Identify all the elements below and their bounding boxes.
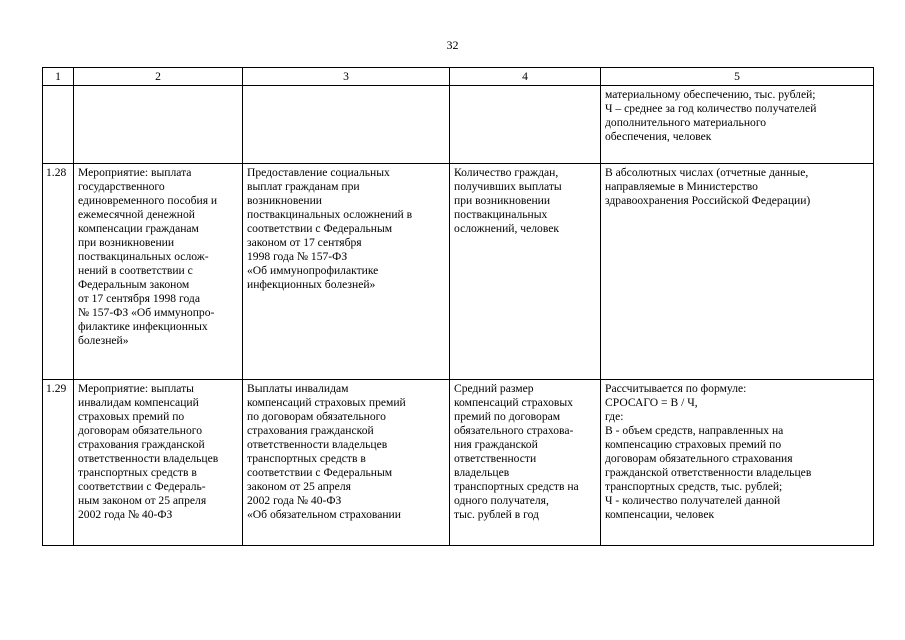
table-header-row: [43, 68, 874, 86]
event-cell: [74, 86, 243, 164]
column-header: 1: [43, 68, 74, 86]
row-number: 1.29: [43, 380, 74, 546]
column-header: 2: [74, 68, 243, 86]
table-row: [43, 86, 874, 164]
row-number: [43, 86, 74, 164]
description-cell: [243, 86, 450, 164]
page-number: 32: [446, 38, 459, 52]
column-header: 4: [450, 68, 601, 86]
indicator-cell: Средний размер компенсаций страховых премий по договорам обязательного страхова- ния гражданской ответственности владельцев транспортных средств на одного получателя, тыс. рублей в год: [450, 380, 601, 546]
description-cell: Предоставление социальных выплат гражданам при возникновении поствакцинальных осложнений в соответствии с Федеральным законом от 17 сентября 1998 года № 157-ФЗ «Об иммунопрофилактике инфекционных болезней»: [243, 164, 450, 380]
indicators-table: [42, 67, 874, 546]
event-cell: Мероприятие: выплата государственного единовременного пособия и ежемесячной денежной компенсации гражданам при возникновении поствакцинальных ослож- нений в соответствии с Федеральным законом от 17 сентября 1998 года № 157-ФЗ «Об иммунопро- филактике инфекционных болезней»: [74, 164, 243, 380]
table-row: [43, 164, 874, 380]
row-number: 1.28: [43, 164, 74, 380]
description-cell: Выплаты инвалидам компенсаций страховых премий по договорам обязательного страхования гражданской ответственности владельцев транспортных средств в соответствии с Федеральным законом от 25 апреля 2002 года № 40-ФЗ «Об обязательном страховании: [243, 380, 450, 546]
table-row: [43, 380, 874, 546]
indicator-cell: [450, 86, 601, 164]
method-cell: Рассчитывается по формуле: СРОСАГО = В / Ч, где: В - объем средств, направленных на компенсацию страховых премий по договорам обязательного страхования гражданской ответственности владельцев транспортных средств, тыс. рублей; Ч - количество получателей данной компенсации, человек: [601, 380, 874, 546]
indicator-cell: Количество граждан, получивших выплаты при возникновении поствакцинальных осложнений, человек: [450, 164, 601, 380]
method-cell: материальному обеспечению, тыс. рублей; Ч – среднее за год количество получателей дополнительного материального обеспечения, человек: [601, 86, 874, 164]
column-header: 5: [601, 68, 874, 86]
event-cell: Мероприятие: выплаты инвалидам компенсаций страховых премий по договорам обязательного страхования гражданской ответственности владельцев транспортных средств в соответствии с Федераль- ным законом от 25 апреля 2002 года № 40-ФЗ: [74, 380, 243, 546]
method-cell: В абсолютных числах (отчетные данные, направляемые в Министерство здравоохранения Российской Федерации): [601, 164, 874, 380]
column-header: 3: [243, 68, 450, 86]
